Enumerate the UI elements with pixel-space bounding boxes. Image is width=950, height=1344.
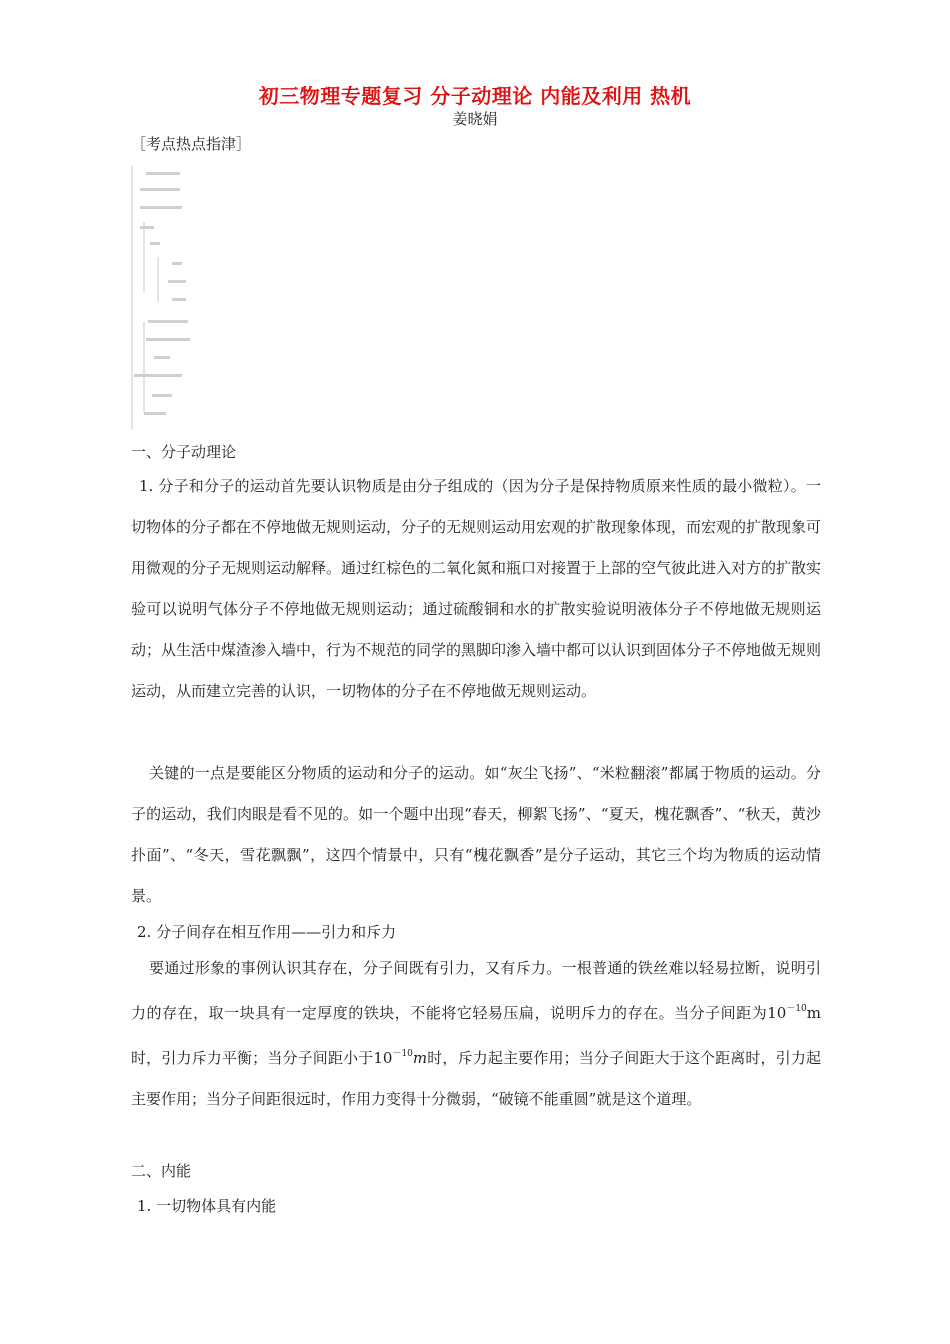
paragraph-2-text: 关键的一点是要能区分物质的运动和分子的运动。如“灰尘飞扬”、“米粒翻滚”都属于物质的运动。分子的运动，我们肉眼是看不见的。如一个题中出现“春天，柳絮飞扬”、“夏天，槐花飘香”、“秋天，黄沙扑面”、“冬天，雪花飘飘”，这四个情景中，只有“槐花飘香”是分子运动，其它三个均为物质的运动情景。 xyxy=(131,764,821,905)
p3-part-c: 时，斥力起主要作用；当分子间距大于这个距离时，引力起主要作用；当分子间距很远时，作用力变得十分微弱，“破镜不能重圆”就是这个道理。 xyxy=(131,1049,821,1108)
section1-paragraph-2 xyxy=(131,753,821,917)
points-tag: ［考点热点指津］ xyxy=(131,135,252,153)
section1-heading: 一、分子动理论 xyxy=(131,443,237,461)
section1-paragraph-3 xyxy=(131,948,821,1120)
distance-value-2: $10^{-10}m$ xyxy=(373,1049,428,1067)
document-title: 初三物理专题复习 分子动理论 内能及利用 热机 xyxy=(258,84,692,108)
section1-subheading-2: 2. 分子间存在相互作用——引力和斥力 xyxy=(137,923,397,941)
section1-paragraph-1 xyxy=(131,466,821,712)
p3-part-b: 时，引力斥力平衡；当分子间距小于 xyxy=(131,1049,374,1067)
document-author: 姜晓娟 xyxy=(452,110,498,128)
distance-value-1: $10^{-10}m$ xyxy=(767,1004,821,1022)
paragraph-1-text: 1. 分子和分子的运动首先要认识物质是由分子组成的（因为分子是保持物质原来性质的最小微粒）。一切物体的分子都在不停地做无规则运动，分子的无规则运动用宏观的扩散现象体现，而宏观的扩散现象可用微观的分子无规则运动解释。通过红棕色的二氧化氮和瓶口对接置于上部的空气彼此进入对方的扩散实验可以说明气体分子不停地做无规则运动；通过硫酸铜和水的扩散实验说明液体分子不停地做无规则运动；从生活中煤渣渗入墙中，行为不规范的同学的黑脚印渗入墙中都可以认识到固体分子不停地做无规则运动，从而建立完善的认识，一切物体的分子在不停地做无规则运动。 xyxy=(131,477,822,700)
section2-subheading-1: 1. 一切物体具有内能 xyxy=(137,1197,277,1215)
knowledge-map-figure xyxy=(128,162,218,434)
section2-heading: 二、内能 xyxy=(131,1162,192,1180)
paragraph-3-text xyxy=(131,948,821,1120)
p3-part-a: 要通过形象的事例认识其存在，分子间既有引力，又有斥力。一根普通的铁丝难以轻易拉断，说明引力的存在，取一块具有一定厚度的铁块，不能将它轻易压扁，说明斥力的存在。当分子间距为 xyxy=(131,959,821,1022)
